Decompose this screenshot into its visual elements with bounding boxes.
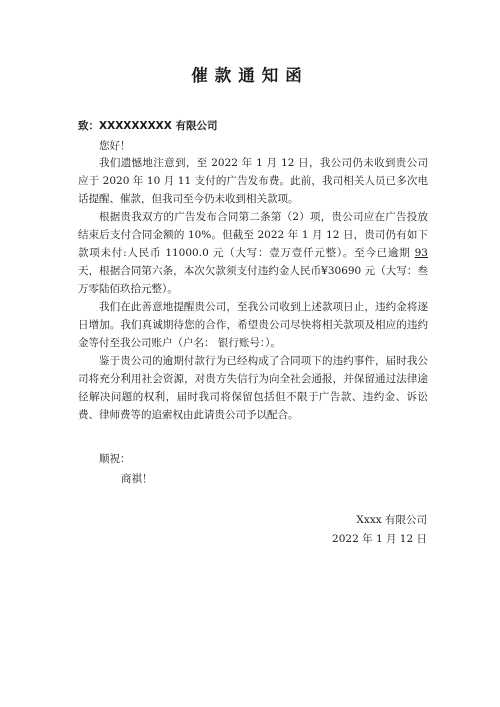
paragraph-legal-warning: 鉴于贵公司的逾期付款行为已经构成了合同项下的违约事件，届时我公司将充分利用社会资源，对贵方失信行为向全社会通报，并保留通过法律途径解决问题的权利，届时我司将保留包括但不限于广告款、违约金、诉讼费、律师费等的追索权由此请贵公司予以配合。: [78, 355, 428, 421]
letter-body: [78, 154, 428, 424]
closing-line-2: 商祺！: [121, 473, 153, 485]
contract-terms-text: 根据贵我双方的广告发布合同第二条第（2）项，贵公司应在广告投放结束后支付合同金额的 10%。但截至 2022 年 1 月 12 日，贵司仍有如下款项未付:人民币 11000.0 元（大写：壹万壹仟元整）。至今已逾期: [78, 211, 428, 259]
recipient-line: 致：XXXXXXXXX 有限公司: [78, 120, 218, 132]
overdue-days: 93: [414, 247, 428, 259]
paragraph-payment-notice: 我们遗憾地注意到，至 2022 年 1 月 12 日，我公司仍未收到贵公司应于 2020 年 10 月 11 支付的广告发布费。此前，我司相关人员已多次电话提醒、催款，但我司至今仍未收到相关款项。: [78, 157, 428, 205]
paragraph-reminder: 我们在此善意地提醒贵公司，至我公司收到上述款项日止，违约金将逐日增加。我们真诚期待您的合作，希望贵公司尽快将相关款项及相应的违约金等付至我公司账户（户名： 银行账号：）。: [78, 301, 428, 349]
closing-line-1: 顺祝：: [99, 453, 131, 465]
contract-terms-text-2: 天，根据合同第六条，本次欠款须支付违约金人民币¥30690 元（大写：叁万零陆佰玖拾元整）。: [78, 265, 428, 295]
signature-date: 2022 年 1 月 12 日: [332, 533, 427, 545]
page-title: 催款通知函: [191, 66, 309, 85]
greeting: 您好！: [99, 140, 131, 152]
signer-company: Xxxx 有限公司: [356, 514, 427, 526]
paragraph-contract-terms: [78, 208, 428, 298]
